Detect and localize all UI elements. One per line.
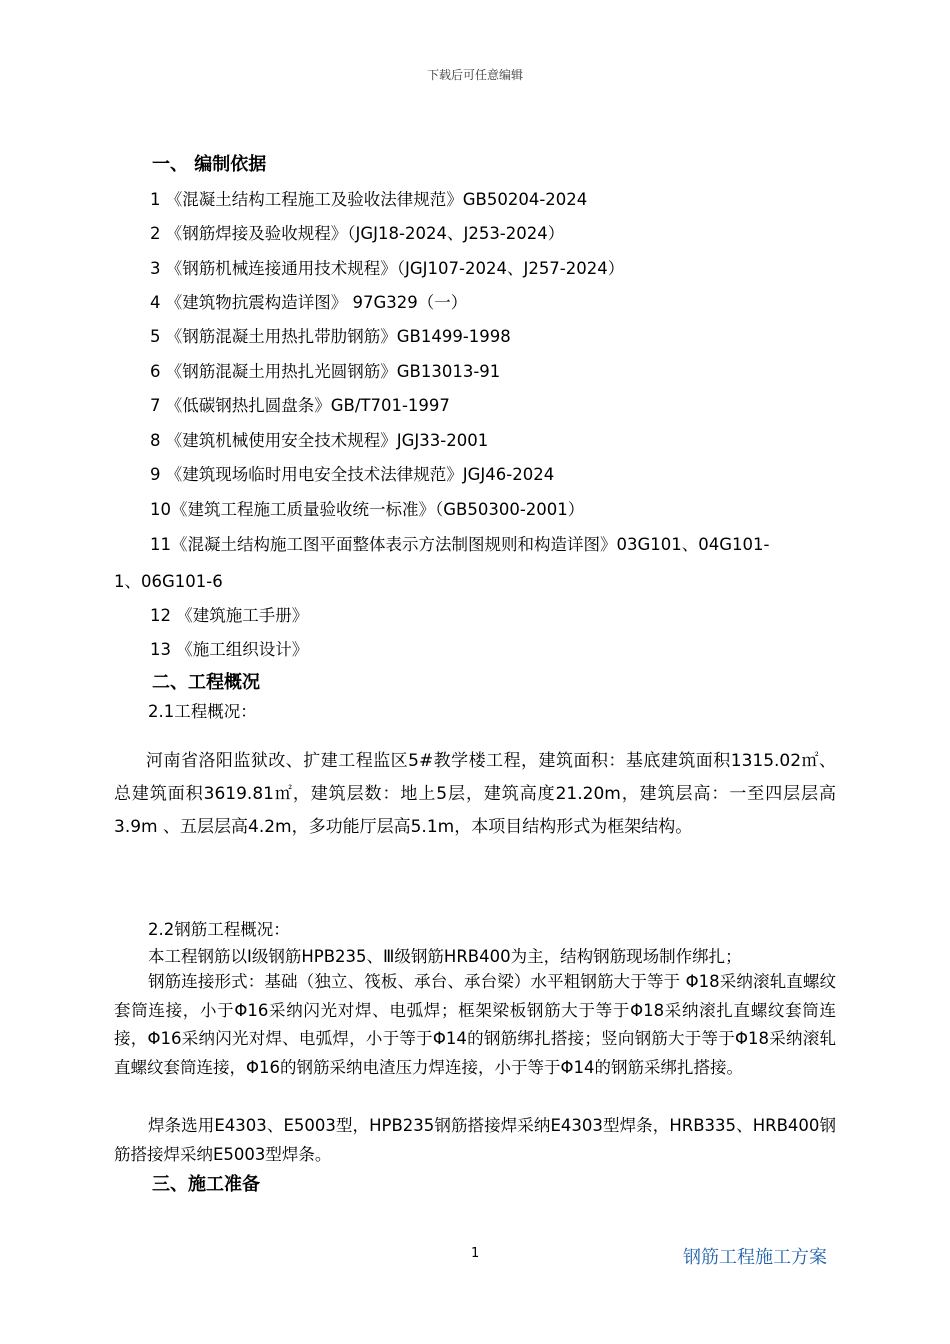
reference-item: 10《建筑工程施工质量验收统一标准》（GB50300-2001） bbox=[150, 500, 585, 519]
welding-rod-paragraph: 焊条选用E4303、E5003型，HPB235钢筋搭接焊采纳E4303型焊条，HRB335、HRB400钢筋搭接焊采纳E5003型焊条。 bbox=[114, 1116, 836, 1164]
reference-item-continuation: 1、06G101-6 bbox=[114, 572, 223, 591]
section-heading-preparation: 三、施工准备 bbox=[152, 1174, 260, 1195]
reference-item: 1 《混凝土结构工程施工及验收法律规范》GB50204-2024 bbox=[150, 190, 588, 209]
reference-item: 5 《钢筋混凝土用热扎带肋钢筋》GB1499-1998 bbox=[150, 327, 511, 346]
reference-item: 3 《钢筋机械连接通用技术规程》（JGJ107-2024、J257-2024） bbox=[150, 259, 625, 278]
page-header: 下载后可任意编辑 bbox=[426, 68, 523, 82]
page-number: 1 bbox=[471, 1246, 480, 1261]
project-overview-paragraph: 河南省洛阳监狱改、扩建工程监区5#教学楼工程，建筑面积：基底建筑面积1315.02㎡、总建筑面积3619.81㎡，建筑层数：地上5层，建筑高度21.20m，建筑层高：一至四层层高3.9m 、五层层高4.2m，多功能厅层高5.1m，本项目结构形式为框架结构。 bbox=[114, 751, 836, 837]
reference-item: 4 《建筑物抗震构造详图》 97G329（一） bbox=[150, 293, 468, 312]
subsection-heading: 2.2钢筋工程概况： bbox=[148, 920, 290, 939]
rebar-connection-paragraph: 钢筋连接形式：基础（独立、筏板、承台、承台梁）水平粗钢筋大于等于 Φ18采纳滚轧直螺纹套筒连接，小于Φ16采纳闪光对焊、电弧焊；框架梁板钢筋大于等于Φ18采纳滚扎直螺纹套筒连接，Φ16采纳闪光对焊、电弧焊，小于等于Φ14的钢筋绑扎搭接；竖向钢筋大于等于Φ18采纳滚轧直螺纹套筒连接，Φ16的钢筋采纳电渣压力焊连接，小于等于Φ14的钢筋采绑扎搭接。 bbox=[114, 972, 836, 1077]
section-heading-overview: 二、工程概况 bbox=[152, 672, 260, 693]
subsection-heading: 2.1工程概况： bbox=[148, 702, 257, 721]
rebar-grade-line: 本工程钢筋以Ⅰ级钢筋HPB235、Ⅲ级钢筋HRB400为主，结构钢筋现场制作绑扎； bbox=[148, 947, 742, 966]
section-heading-basis: 一、 编制依据 bbox=[152, 154, 267, 175]
reference-item: 12 《建筑施工手册》 bbox=[150, 606, 309, 625]
reference-item: 13 《施工组织设计》 bbox=[150, 640, 309, 659]
reference-item: 8 《建筑机械使用安全技术规程》JGJ33-2001 bbox=[150, 431, 489, 450]
reference-item: 7 《低碳钢热扎圆盘条》GB/T701-1997 bbox=[150, 396, 450, 415]
reference-item: 6 《钢筋混凝土用热扎光圆钢筋》GB13013-91 bbox=[150, 362, 501, 381]
footer-document-title: 钢筋工程施工方案 bbox=[683, 1247, 827, 1268]
reference-item: 11《混凝土结构施工图平面整体表示方法制图规则和构造详图》03G101、04G101- bbox=[150, 535, 770, 554]
reference-item: 2 《钢筋焊接及验收规程》（JGJ18-2024、J253-2024） bbox=[150, 224, 565, 243]
reference-item: 9 《建筑现场临时用电安全技术法律规范》JGJ46-2024 bbox=[150, 465, 555, 484]
